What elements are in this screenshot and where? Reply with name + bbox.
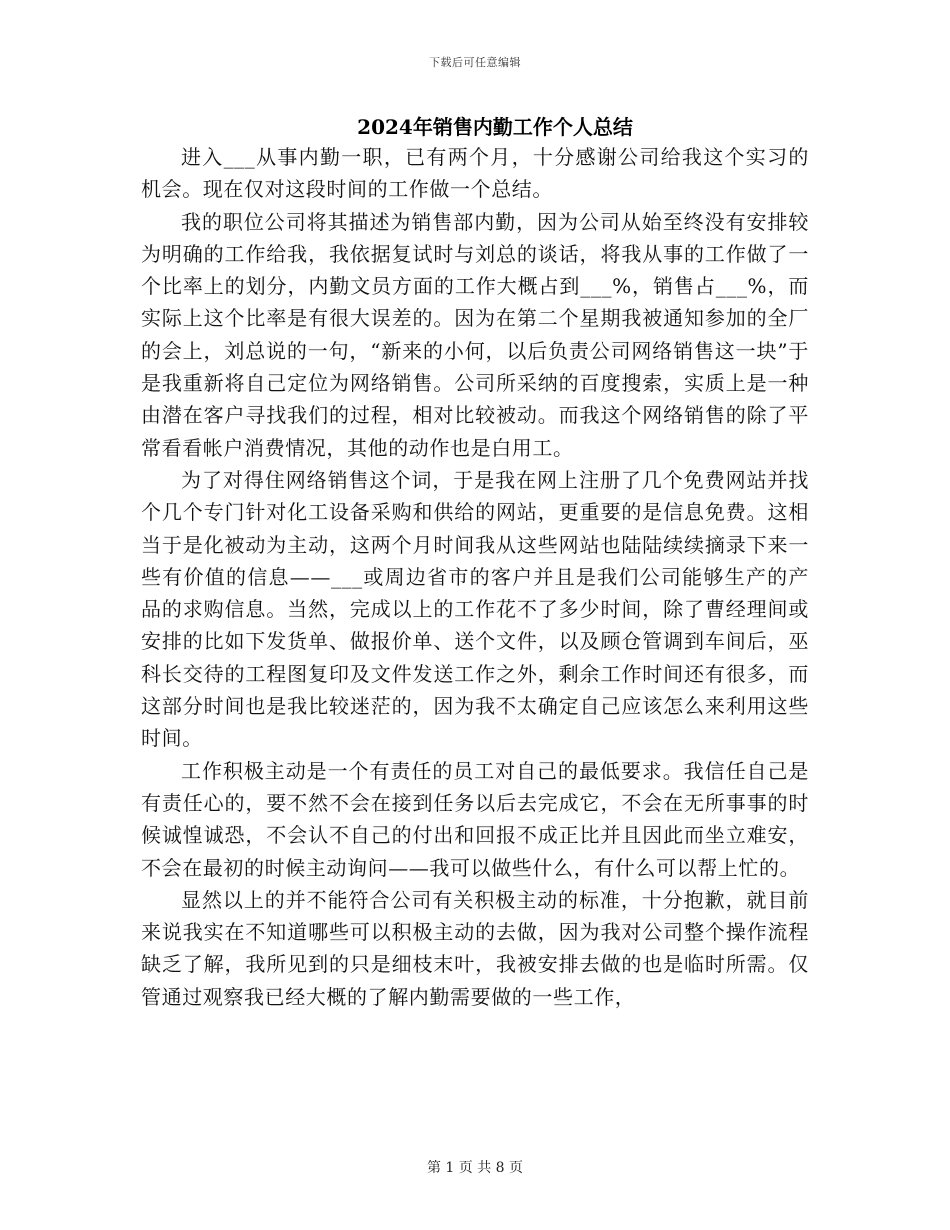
page-number: 第 1 页 共 8 页 bbox=[426, 1160, 524, 1176]
paragraph-1: 进入___从事内勤一职，已有两个月，十分感谢公司给我这个实习的机会。现在仅对这段时间的工作做一个总结。 bbox=[141, 145, 809, 202]
paragraph-3: 为了对得住网络销售这个词，于是我在网上注册了几个免费网站并找个几个专门针对化工设备采购和供给的网站，更重要的是信息免费。这相当于是化被动为主动，这两个月时间我从这些网站也陆陆续续摘录下来一些有价值的信息——___或周边省市的客户并且是我们公司能够生产的产品的求购信息。当然，完成以上的工作花不了多少时间，除了曹经理间或安排的比如下发货单、做报价单、送个文件，以及顾仓管调到车间后，巫科长交待的工程图复印及文件发送工作之外，剩余工作时间还有很多，而这部分时间也是我比较迷茫的，因为我不太确定自己应该怎么来利用这些时间。 bbox=[141, 467, 809, 751]
document-body bbox=[141, 141, 809, 1013]
paragraph-4: 工作积极主动是一个有责任的员工对自己的最低要求。我信任自己是有责任心的，要不然不会在接到任务以后去完成它，不会在无所事事的时候诚惶诚恐，不会认不自己的付出和回报不成正比并且因此而坐立难安，不会在最初的时候主动询问——我可以做些什么，有什么可以帮上忙的。 bbox=[141, 758, 809, 880]
page-header-note: 下载后可任意编辑 bbox=[429, 56, 521, 69]
paragraph-2: 我的职位公司将其描述为销售部内勤，因为公司从始至终没有安排较为明确的工作给我，我依据复试时与刘总的谈话，将我从事的工作做了一个比率上的划分，内勤文员方面的工作大概占到___%，销售占___%，而实际上这个比率是有很大误差的。因为在第二个星期我被通知参加的全厂的会上，刘总说的一句，“新来的小何，以后负责公司网络销售这一块”于是我重新将自己定位为网络销售。公司所采纳的百度搜索，实质上是一种由潜在客户寻找我们的过程，相对比较被动。而我这个网络销售的除了平常看看帐户消费情况，其他的动作也是白用工。 bbox=[141, 209, 809, 460]
paragraph-5: 显然以上的并不能符合公司有关积极主动的标准，十分抱歉，就目前来说我实在不知道哪些可以积极主动的去做，因为我对公司整个操作流程缺乏了解，我所见到的只是细枝末叶，我被安排去做的也是临时所需。仅管通过观察我已经大概的了解内勤需要做的一些工作， bbox=[141, 887, 809, 1009]
document-title: 2024年销售内勤工作个人总结 bbox=[357, 115, 633, 139]
